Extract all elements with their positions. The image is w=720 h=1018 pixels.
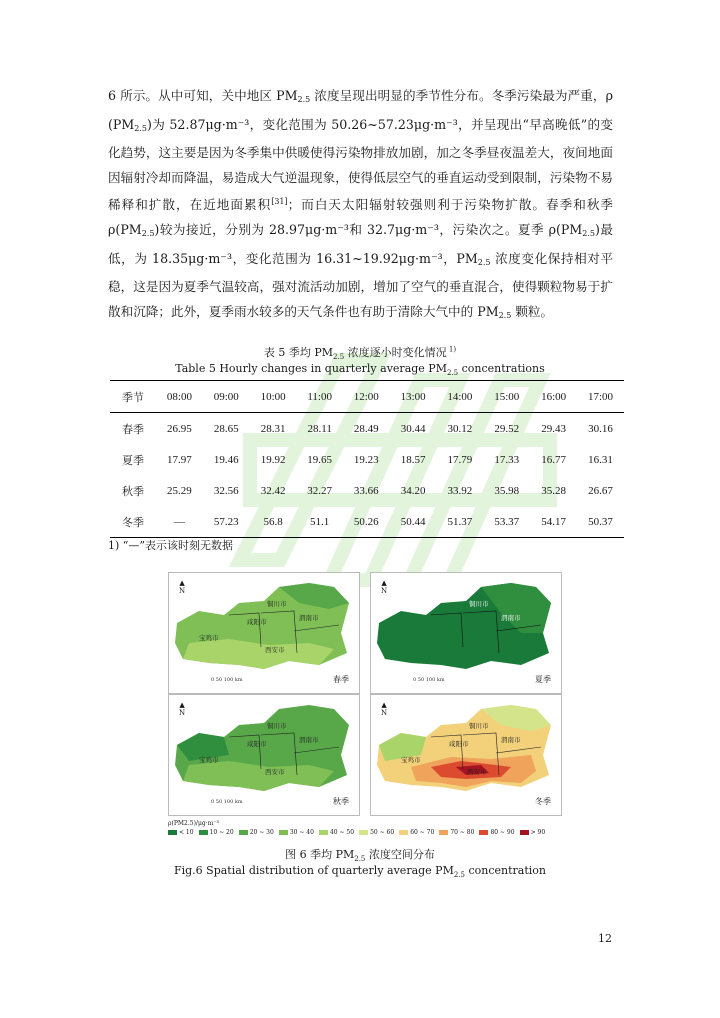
table-footnote: 1) “—”表示该时刻无数据 [108,539,234,552]
season-label: 夏季 [535,675,551,684]
city-label: 铜川市 [267,600,287,608]
table-cell: 28.49 [353,422,379,435]
table-cell: 32.56 [213,484,239,497]
legend-label: 80 ~ 90 [490,829,515,836]
season-label: 春季 [333,675,349,684]
table-row [110,444,624,475]
table-cell: 冬季 [122,516,144,529]
city-label: 西安市 [467,768,487,776]
table-caption-en: Table 5 Hourly changes in quarterly average $PM_{2.5}$ concentrations [175,362,545,378]
map-panel-summer [370,572,562,694]
table-cell: 54.17 [541,515,566,528]
map-figure [168,572,562,834]
table-row [110,506,624,538]
table-cell: 夏季 [122,454,144,467]
table-cell: 28.11 [307,422,332,435]
header-cell: 08:00 [166,390,192,403]
header-cell: 15:00 [494,390,520,403]
table-header-row [110,381,624,413]
table-cell: 19.46 [213,453,239,466]
legend-item [439,829,474,836]
legend-swatch [399,830,408,835]
table-cell: 29.52 [494,422,520,435]
map-panel-autumn [168,694,360,816]
city-label: 铜川市 [469,600,489,608]
legend-swatch [279,830,288,835]
city-label: 咸阳市 [449,740,469,748]
city-label: 渭南市 [299,614,319,622]
legend-label: 20 ~ 30 [249,829,274,836]
figure-caption-en: Fig.6 Spatial distribution of quarterly average $PM_{2.5}$ concentration [173,864,547,880]
legend-item [279,829,314,836]
table-cell: 秋季 [122,485,144,498]
legend-swatch [439,830,448,835]
table-cell: 33.92 [447,484,473,497]
city-label: 渭南市 [501,614,521,622]
legend-item [520,829,546,836]
table-row [110,475,624,506]
table-cell: 57.23 [213,515,239,528]
table-cell: 26.67 [588,484,613,497]
legend-label: 10 ~ 20 [209,829,234,836]
table-cell: 51.37 [447,515,473,528]
hourly-table [110,380,624,538]
table-cell: 28.31 [260,422,286,435]
city-label: 铜川市 [267,722,287,730]
legend-label: 50 ~ 60 [370,829,395,836]
table-cell: 32.42 [260,484,286,497]
header-cell: 09:00 [213,390,239,403]
table-cell: 18.57 [400,453,426,466]
map-panel-spring [168,572,360,694]
map-panel-winter [370,694,562,816]
table-cell: 35.98 [494,484,520,497]
table-row [110,413,624,445]
header-cell: 16:00 [541,390,567,403]
table-cell: 30.12 [447,422,473,435]
scale-bar: 0 50 100 km [211,799,243,805]
season-label: 冬季 [535,797,551,806]
table-cell: 35.28 [541,484,566,497]
table-cell: 16.77 [541,453,566,466]
north-arrow-icon: ▲ N [179,701,186,717]
legend-label: 40 ~ 50 [329,829,355,836]
legend-swatch [319,830,328,835]
header-cell: 17:00 [587,390,614,403]
map-shape [169,695,359,815]
city-label: 铜川市 [469,722,489,730]
legend-label: < 10 [179,829,194,836]
table-cell: 19.92 [260,453,286,466]
table-cell: 26.95 [167,422,192,435]
legend-label: > 90 [530,829,546,836]
city-label: 宝鸡市 [199,756,219,764]
map-shape [371,573,561,693]
scale-bar: 0 50 100 km [211,677,243,683]
header-cell: 14:00 [447,390,473,403]
map-shape [371,695,561,815]
table-cell: 29.43 [541,422,566,435]
table-cell: 19.23 [353,453,379,466]
city-label: 咸阳市 [247,618,267,626]
table-cell: 53.37 [494,515,520,528]
city-label: 宝鸡市 [401,756,421,764]
legend-item [239,829,274,836]
table-cell: 56.8 [263,515,283,528]
season-label: 秋季 [333,797,349,806]
table-cell: 28.65 [213,422,239,435]
legend-item [199,829,234,836]
header-cell: 季节 [122,391,144,404]
table-cell: 16.31 [588,453,613,466]
legend-item [319,829,354,836]
map-shape [169,573,359,693]
table-cell: 17.33 [494,453,520,466]
figure-caption-cn: 图 6 季均 $PM_{2.5}$ 浓度空间分布 [285,848,435,864]
scale-bar: 0 50 100 km [413,677,445,683]
city-label: 西安市 [265,646,285,654]
table-cell: 51.1 [310,515,330,528]
table-cell: 25.29 [167,484,192,497]
city-label: 渭南市 [501,736,521,744]
table-cell: 19.65 [307,453,333,466]
table-cell: — [173,515,185,528]
legend-swatch [479,830,488,835]
legend-title: ρ(PM2.5)/μg·m⁻³ [168,820,219,827]
legend-item [359,829,394,836]
table-cell: 32.27 [307,484,333,497]
table-cell: 17.97 [167,453,192,466]
legend-swatch [359,830,368,835]
page-number: 12 [598,932,612,945]
table-caption-cn: 表 5 季均 $PM_{2.5}$ 浓度逐小时变化情况 $^{1)}$ [263,345,457,362]
table-cell: 50.37 [588,515,613,528]
north-arrow-icon: ▲ N [381,579,388,595]
north-arrow-icon: ▲ N [381,701,388,717]
legend-item [479,829,514,836]
table-cell: 30.44 [400,422,426,435]
city-label: 宝鸡市 [199,634,219,642]
table-cell: 17.79 [447,453,473,466]
table-cell: 33.66 [353,484,379,497]
table-cell: 50.26 [353,515,379,528]
header-cell: 10:00 [260,390,286,403]
legend-label: 60 ~ 70 [410,829,435,836]
citation-ref: [31] [271,197,288,207]
legend-items [168,829,568,836]
legend-item [399,829,434,836]
legend-swatch [168,830,177,835]
legend-item [168,829,194,836]
legend-label: 30 ~ 40 [289,829,314,836]
city-label: 咸阳市 [247,740,267,748]
city-label: 渭南市 [299,736,319,744]
table-cell: 50.44 [400,515,426,528]
north-arrow-icon: ▲ N [179,579,186,595]
city-label: 西安市 [265,768,285,776]
legend-label: 70 ~ 80 [450,829,475,836]
header-cell: 13:00 [400,390,426,403]
body-paragraph: 6 所示。从中可知，关中地区 $PM_{2.5}$ 浓度呈现出明显的季节性分布。冬季污染最为严重，ρ $(PM_{2.5})$为 52.87μg·m⁻³，变化范围为 50.26~57.23μg·m⁻³，并呈现出“早高晚低”的变化趋势，这主要是因为冬季集中供暖使得污染物排放加剧，加之冬季昼夜温差大，夜间地面因辐射冷却而降温，易造成大气逆温现象，使得低层空气的垂直运动受到限制，污染物不易稀释和扩散，在近地面累积[31]；而白天太阳辐射较强则利于污染物扩散。春季和秋季 $\rho(PM_{2.5})$较为接近，分别为 28.97μg·m⁻³和 32.7μg·m⁻³，污染次之。夏季 $\rho(PM_{2.5})$最低，为 18.35μg·m⁻³，变化范围为 16.31~19.92μg·m⁻³，$PM_{2.5}$ 浓度变化保持相对平稳，这是因为夏季气温较高，强对流活动加剧，增加了空气的垂直混合，使得颗粒物易于扩散和沉降；此外，夏季雨水较多的天气条件也有助于清除大气中的 $PM_{2.5}$ 颗粒。 [108,88,614,320]
map-legend [168,820,568,836]
table-cell: 34.20 [400,484,426,497]
table-cell: 春季 [122,423,144,436]
legend-swatch [520,830,529,835]
legend-swatch [239,830,248,835]
header-cell: 12:00 [353,390,379,403]
legend-swatch [199,830,208,835]
header-cell: 11:00 [307,390,332,403]
table-cell: 30.16 [588,422,613,435]
